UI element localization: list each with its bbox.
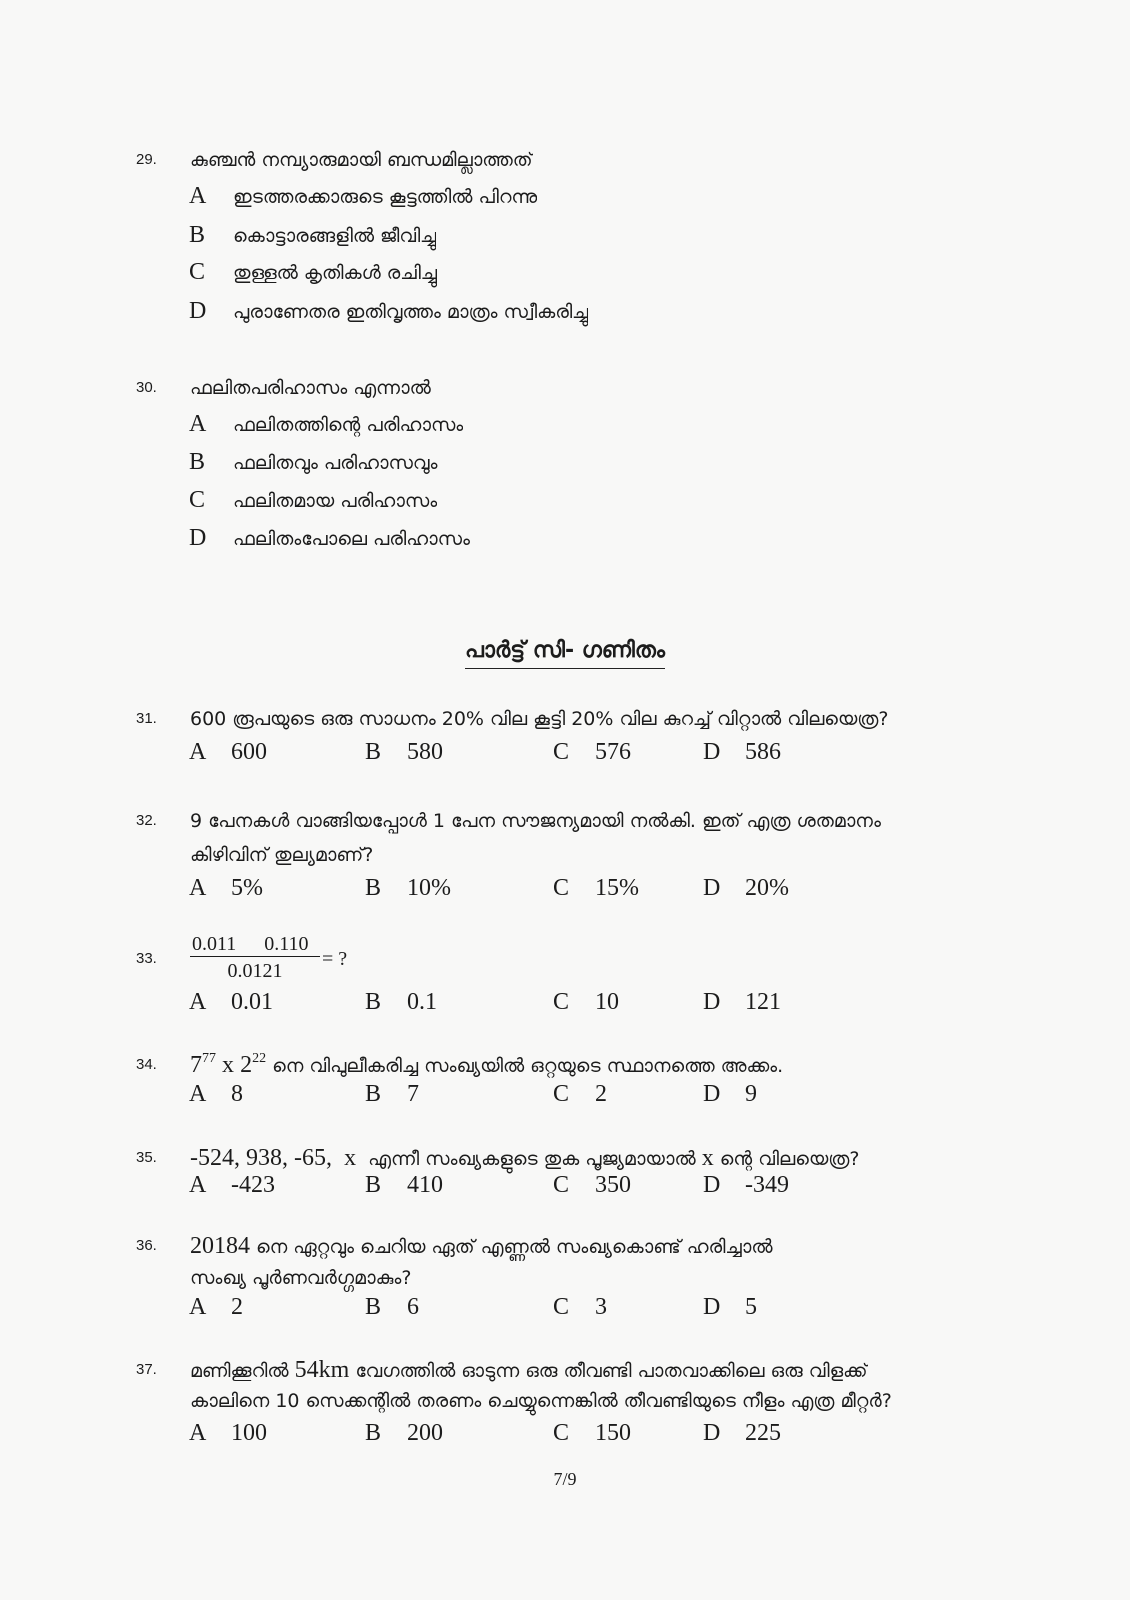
fraction [190,932,320,983]
option-d [189,521,470,555]
section-title: പാർട്ട് സി- ഗണിതം [465,636,665,669]
option-text: 600 [231,739,267,765]
question-number: 36. [136,1237,157,1254]
option-text: -349 [745,1172,789,1198]
option-text: ഫലിതത്തിന്റെ പരിഹാസം [233,414,464,436]
option-d [703,1290,757,1324]
option-letter: B [365,989,382,1015]
option-text: -423 [231,1172,275,1198]
option-letter: D [703,989,721,1015]
option-letter: D [189,298,207,324]
option-text: 150 [595,1420,631,1446]
fraction-denominator: 0.0121 [227,960,283,982]
question-34 [0,1048,1130,1111]
question-stem: 600 രൂപയുടെ ഒരു സാധനം 20% വില കൂട്ടി 20% വില കുറച്ച് വിറ്റാൽ വിലയെത്ര? [190,708,889,730]
equals-sign: = ? [322,948,348,970]
option-letter: D [703,875,721,901]
question-number: 32. [136,812,157,829]
option-letter: B [365,739,382,765]
option-a [189,871,263,905]
option-text: 15% [595,875,639,901]
power-base-1: 7 [190,1052,202,1078]
options-row [0,985,1130,1019]
question-number: 35. [136,1149,157,1166]
option-text: 350 [595,1172,631,1198]
option-c [553,985,619,1019]
question-37 [0,1353,1130,1450]
options-row [0,1290,1130,1324]
numerator-term-2: 0.110 [264,933,309,955]
option-b [189,218,436,252]
option-d [703,735,781,769]
page-footer [0,1467,1130,1491]
question-number: 30. [136,379,157,396]
options-row [0,1416,1130,1450]
page-number: 7/9 [553,1469,577,1489]
question-36 [0,1229,1130,1324]
question-number: 34. [136,1056,157,1073]
option-text: പുരാണേതര ഇതിവൃത്തം മാത്രം സ്വീകരിച്ചു [233,301,589,323]
option-text: 2 [231,1294,243,1320]
option-a [189,735,267,769]
option-letter: B [365,1420,382,1446]
options-row [0,871,1130,905]
question-text: നെ ഏറ്റവും ചെറിയ ഏത് എണ്ണൽ സംഖ്യകൊണ്ട് ഹരിച്ചാൽ [256,1236,773,1258]
question-30 [0,371,1130,555]
option-text: 10 [595,989,619,1015]
option-b [365,1416,443,1450]
option-d [703,871,789,905]
question-stem: കുഞ്ചൻ നമ്പ്യാരുമായി ബന്ധമില്ലാത്തത് [190,149,533,171]
option-c [189,255,437,289]
train-speed: 54km [294,1357,350,1383]
option-text: 9 [745,1081,757,1107]
options-row [0,735,1130,769]
option-a [189,1416,267,1450]
option-letter: C [553,1081,570,1107]
option-b [365,735,443,769]
section-heading [0,636,1130,669]
option-text: 10% [407,875,451,901]
option-text: 121 [745,989,781,1015]
option-b [365,1168,443,1202]
option-text: 580 [407,739,443,765]
question-text-1: മണിക്കൂറിൽ [190,1360,289,1382]
variable-x: x [701,1145,714,1171]
options-row [0,1077,1130,1111]
question-stem-line-2: കാലിനെ 10 സെക്കന്റിൽ തരണം ചെയ്യുന്നെങ്കിൽ തീവണ്ടിയുടെ നീളം എത്ര മീറ്റർ? [190,1390,892,1412]
option-text: ഫലിതംപോലെ പരിഹാസം [233,528,470,550]
option-b [365,985,437,1019]
option-letter: B [365,1294,382,1320]
option-a [189,407,463,441]
option-letter: C [189,487,206,513]
option-c [553,871,639,905]
option-c [553,1077,607,1111]
option-text: 2 [595,1081,607,1107]
option-a [189,1077,243,1111]
option-letter: B [189,449,206,475]
option-text: ഫലിതവും പരിഹാസവും [233,452,438,474]
given-number: 20184 [190,1233,250,1259]
option-text: 225 [745,1420,781,1446]
option-letter: A [189,1420,207,1446]
question-33 [0,932,1130,1019]
option-letter: D [703,1081,721,1107]
option-a [189,179,537,213]
option-letter: B [365,875,382,901]
option-d [703,1416,781,1450]
numerator-term-1: 0.011 [192,933,237,955]
option-letter: B [189,222,206,248]
option-text: 7 [407,1081,419,1107]
option-c [553,735,631,769]
option-text: 100 [231,1420,267,1446]
option-d [703,1168,789,1202]
question-stem: ഫലിതപരിഹാസം എന്നാൽ [190,377,431,399]
option-a [189,985,273,1019]
question-text-2: ന്റെ വിലയെത്ര? [719,1148,860,1170]
option-letter: C [189,259,206,285]
option-text: കൊട്ടാരങ്ങളിൽ ജീവിച്ചു [233,225,437,247]
option-letter: D [703,739,721,765]
question-text: നെ വിപുലീകരിച്ച സംഖ്യയിൽ ഒറ്റയുടെ സ്ഥാനത്തെ അക്കം. [272,1055,784,1077]
option-letter: C [553,1172,570,1198]
option-b [365,1290,419,1324]
question-29 [0,143,1130,328]
option-letter: D [703,1420,721,1446]
option-c [189,483,437,517]
option-text: 20% [745,875,789,901]
option-letter: A [189,989,207,1015]
option-letter: C [553,989,570,1015]
question-number: 31. [136,710,157,727]
option-letter: A [189,411,207,437]
question-32 [0,804,1130,905]
variable-x: x [344,1145,357,1171]
option-letter: D [189,525,207,551]
option-a [189,1290,243,1324]
option-b [365,871,451,905]
question-stem-line-2: കിഴിവിന് തുല്യമാണ്? [190,844,374,866]
question-number: 33. [136,950,157,967]
option-text: 8 [231,1081,243,1107]
number-list: -524, 938, -65, [190,1145,332,1171]
option-letter: C [553,1294,570,1320]
option-text: ഇടത്തരക്കാരുടെ കൂട്ടത്തിൽ പിറന്നു [233,186,538,208]
option-text: 576 [595,739,631,765]
fraction-numerator [190,932,320,956]
option-d [703,1077,757,1111]
option-letter: D [703,1172,721,1198]
option-text: 410 [407,1172,443,1198]
option-text: 5 [745,1294,757,1320]
option-letter: B [365,1172,382,1198]
question-31 [0,702,1130,769]
option-c [553,1290,607,1324]
option-letter: A [189,875,207,901]
option-text: 0.01 [231,989,273,1015]
option-text: 586 [745,739,781,765]
option-text: 6 [407,1294,419,1320]
option-letter: A [189,1172,207,1198]
option-text: 3 [595,1294,607,1320]
option-letter: B [365,1081,382,1107]
option-text: തുള്ളൽ കൃതികൾ രചിച്ചു [233,262,438,284]
question-stem-line-1 [190,1353,868,1387]
option-a [189,1168,275,1202]
option-letter: C [553,1420,570,1446]
option-b [189,445,438,479]
question-stem-line-1 [190,1229,773,1263]
question-number: 29. [136,151,157,168]
option-letter: A [189,1294,207,1320]
option-text: ഫലിതമായ പരിഹാസം [233,490,438,512]
option-c [553,1168,631,1202]
option-d [189,294,588,328]
question-text-2: വേഗത്തിൽ ഓടുന്ന ഒരു തീവണ്ടി പാതവാക്കിലെ ഒരു വിളക്ക് [355,1360,868,1382]
option-c [553,1416,631,1450]
question-stem-line-2: സംഖ്യ പൂർണവർഗ്ഗമാകും? [190,1267,412,1289]
option-text: 0.1 [407,989,437,1015]
options-row [0,1168,1130,1202]
power-exponent-2: 22 [252,1051,267,1066]
option-d [703,985,781,1019]
option-letter: A [189,183,207,209]
option-letter: C [553,875,570,901]
question-35 [0,1141,1130,1202]
question-text-1: എന്നീ സംഖ്യകളുടെ തുക പൂജ്യമായാൽ [368,1148,696,1170]
option-letter: D [703,1294,721,1320]
option-b [365,1077,419,1111]
option-text: 5% [231,875,263,901]
option-text: 200 [407,1420,443,1446]
power-exponent-1: 77 [202,1051,216,1066]
option-letter: A [189,739,207,765]
question-stem-line-1: 9 പേനകൾ വാങ്ങിയപ്പോൾ 1 പേന സൗജന്യമായി നൽകി. ഇത് എത്ര ശതമാനം [190,810,881,832]
option-letter: C [553,739,570,765]
question-number: 37. [136,1361,157,1378]
option-letter: A [189,1081,207,1107]
power-base-2: 2 [240,1052,253,1078]
fraction-bar [190,956,320,957]
multiply-operator: x [222,1052,235,1078]
